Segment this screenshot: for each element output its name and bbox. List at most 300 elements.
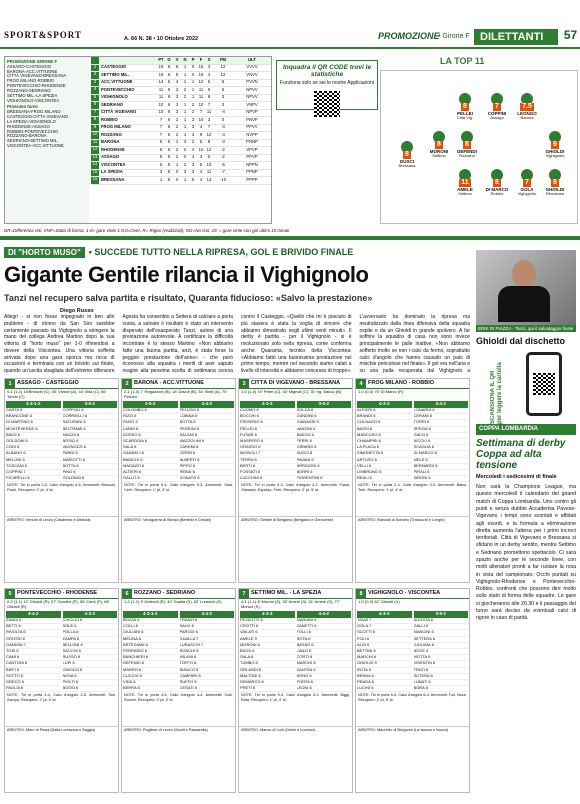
article-subhead: Tanzi nel recupero salva partita e risultato, Quaranta fiducioso: «Salvo la prestazione» [4,293,373,303]
standings-cell: 5 [221,86,225,92]
home-lineup [123,408,178,482]
player-name: MORONI [429,149,449,155]
match-summary: 2-2 (1-1) 12' Ghioldi (R), 27' Gandini (P), 55' Cami (P), 88' Ghioldi (R) [7,599,110,609]
standings-cell: 14 [91,162,99,169]
standings-cell: 10 [206,161,212,167]
standings-cell: VVVV [246,64,258,70]
lineup-player: DI MARTINO 6 [6,420,61,426]
pitch [380,70,578,224]
standings-cell: 7 [91,110,99,117]
qr-code-icon[interactable] [314,91,340,117]
lineup-player: VAGNOZZI 6 [63,445,118,451]
standings-cell: 3 [221,94,225,100]
lineup-player: CAREMI 6 [180,445,235,451]
player-vote: 7 [525,179,529,186]
lineup-player: CUCCHI 6 [123,674,178,680]
lineup-player: CHIAMPIRI 6 [357,439,412,445]
standings-cell: 2 [175,154,179,160]
player-team: Bressana [398,163,416,169]
lineup-player: GOLDINO 6 [63,476,118,482]
match-card [4,588,119,793]
standings-cell: VNVV [246,71,258,77]
lineup-player: BOCCHI 6 [240,414,295,420]
standings-cell: 6 [159,146,163,152]
standings-cell: -2 [221,154,225,160]
standings-cell: 8 [207,94,211,100]
match-referee: ARBITRO: Venuto di Lecco (Calabrese e Albriola) [5,516,118,523]
match-grid [4,378,472,796]
lineup-player: BORA 6 [414,686,469,692]
photo-caption: ERIK DI PIAZZA - Tanzi, qui il salvataggio finale [476,325,576,332]
lineup-player: GHIOLDI 9 [357,661,412,667]
lineup-player: MAZZOLINI 6 [180,439,235,445]
match-notes: NOTE: Tiri in porta 9-3, Calci d'angolo 6-2. Ammoniti: Biggi, Rota. Recupero: 1' pt, 4' st. [241,693,350,702]
lineup-player: PRETI 6 [240,686,295,692]
standings-cell: 6 [207,79,211,85]
lineup-player: VAILATI 6 [240,630,295,636]
away-module: 3-5-2 [414,611,469,618]
qr-code-icon[interactable] [533,373,555,395]
standings-cell: 12 [206,146,212,152]
newspaper-logo: SPORT&SPORT [4,30,82,40]
qr-title: Inquadra il QR CODE trovi le statistiche [282,64,372,79]
standings-cell: 0 [191,71,195,77]
standings-cell: PPVP [246,154,258,160]
standings-cell: 4 [191,146,195,152]
match-referee: ARBITRO: Manzo di Lodi (Gorini e Lucchini) [239,726,352,733]
next-match-line: VISCONTEA-ACC.VITTUONE [7,144,64,149]
standings-cell: 11 [206,169,212,175]
standings-cell: 11 [158,86,164,92]
home-module: 4-3-3 [240,401,295,408]
lineup-player: BOTTA 6 [180,420,235,426]
standings-header-cell: V [175,56,179,62]
lineup-player: MASPERO 6 [240,439,295,445]
lineup-player: DEMARCO 6 [240,680,295,686]
standings-cell: 5 [199,161,203,167]
standings-cell: RHODENSE [101,146,125,152]
standings-cell: 6 [167,146,171,152]
lineup-player: FIORENTINI 6 [297,476,352,482]
lineup-player: GANDINI 6 [297,414,352,420]
next-match-line: ROZZANO-BARONA [7,134,47,139]
header-divider [0,47,580,49]
lineup-player: MARCHI 6 [357,655,412,661]
home-lineup [6,618,61,692]
standings-cell: 3 [221,101,225,107]
match-modules [356,401,469,408]
result-line: FROG MILANO-ROBBIO [7,79,54,84]
lineup-player: TOFFO 6 [180,661,235,667]
lineup-player: TOSCANI 6 [6,464,61,470]
standings-cell: 3 [191,131,195,137]
lineup-player: BRANCONE 6 [6,414,61,420]
table-row [91,65,271,73]
standings-cell: 6 [167,86,171,92]
standings-cell: 6 [167,154,171,160]
standings-cell: 1 [183,71,187,77]
lineup-player: PEDRINI 6 [180,427,235,433]
lineup-player: CORTI 6 [297,655,352,661]
player-vote: 8 [405,151,409,158]
standings-cell: 6 [167,94,171,100]
match-modules [239,611,352,618]
standings-cell: 3 [175,101,179,107]
away-lineup [414,408,469,482]
lineup-player: BAKOU 6 [297,433,352,439]
standings-cell: 1 [175,139,179,145]
standings-cell: 13 [91,155,99,162]
standings-cell: 2 [183,86,187,92]
article-body: Allegri - si non fosse impegnato in ben altri problemi - di ritorno da San Siro sarebbe certamente passato da Vighignolo a stringere la mano del collega Andrea Martino dopo la sua vittoria di "horto muso" per 1-0 rifinendosi a dovere della Viscontea. Una vittoria sofferta arrivata dopo una gara sporca ma ricca di occasioni e terminata con un brivido sul finale, quando un'uscita sbagliata dell'estremo difensore Agosta ha consentito a Settera di calciare a porta vuota, a salvare il risultato è stato un intervento disperato dell'esasperato Tanzi, autore di una prestazione autorevole. A certificare la difficoltà incontrate è lo stesso Martino: «Non abbiamo fatto una buona partita, anzi, è stata forse la peggior prestazione dell'anno» - che però riconosce alla squadra i meriti di aver saputo reagire alla pessima scelta di settimana scorsa contro il Casteggio. «Quello che mi è piaciuto di più stasera è stata la voglia di vincere che abbiamo dimostrato negli ultimi venti minuti». Il derby è partita - per il Vighignolo - si è rivoluzionato solo nella ripresa, come conferma anche Quaranta, tecnico della Viscontea: «Abbiamo fatto una buonissima prestazione nel primo tempo, mentre nel secondo siamo calati a livello di intensità e abbiamo concesso di troppo». L'avversario ha dominato la ripresa ma neutralizzato dalla linea difensiva della squadra ospite e da un Ghioldi in grande spolvero. A far soffrire la squadra di casa non sono invece principalmente le palle inattive. «Non abbiamo sofferto molto se non i calci da fermo, soprattutto calci d'angolo che hanno causato un paio di mischie pericolose nel finale». Il gol era nell'aria e su una palla recuperata dal Vighignolo a [4,314,470,374]
match-summary: 1-2 (1-1) 9' Defendi (R), 40' Gualla (S), 82' Luraschi (S) [124,599,222,604]
player-team: Settimo [432,153,446,159]
sidebar-article [476,424,576,798]
standings-cell: 1 [183,79,187,85]
lineup-player: ARTEGIANI 6 [123,643,178,649]
lineup-player: FICARELLI 6 [6,476,61,482]
standings-cell: 3 [175,86,179,92]
standings-cell: 12 [220,71,226,77]
ghioldi-qr-panel [486,352,574,422]
article-photo [476,250,576,332]
section-title: PROMOZIONE [378,31,440,41]
match-number: 6 [122,589,132,599]
lineup-player: MANCUSO 6 [357,433,412,439]
standings-cell: 19 [158,64,164,70]
home-lineup [6,408,61,482]
table-row [91,110,271,118]
next-match-line: SEDRIANO-SETTIMO MIL. [7,139,59,144]
lineup-player: RONCHI 6 [180,649,235,655]
away-lineup [180,408,235,482]
standings-cell: NVPP [246,131,258,137]
lineups [239,618,352,692]
lineup-player: ARRIGONI 6 [297,464,352,470]
standings-cell: 1 [191,79,195,85]
match-header [122,589,235,599]
result-line: SETTIMO MIL.-LA SPEZIA [7,93,58,98]
lineup-player: BOTTA 6 [63,464,118,470]
standings-cell: 3 [183,169,187,175]
lineup-player: GRASSO 6 [240,445,295,451]
lineup-player: ALBANO 6 [6,451,61,457]
standings-cell: 2 [175,124,179,130]
result-line: CITTÀ VIGEVANO-BRESSANA [7,74,67,79]
home-lineup [240,618,295,692]
away-module: 4-4-2 [414,401,469,408]
standings-cell: PPVV [246,124,258,130]
lineup-player: ORLANDI 6 [240,668,295,674]
next-match-line: LA SPEZIA-VIGHIGNOLO [7,119,56,124]
standings-cell: 7 [207,124,211,130]
next-round-title: Prossimo turno [7,105,38,110]
standings-cell: 2 [175,116,179,122]
standings-cell: 6 [167,64,171,70]
lineup-player: MARRO 6 [123,668,178,674]
standings-cell: NPPN [246,161,258,167]
lineup-player: GIULIANI 6 [414,643,469,649]
player-name: COPPINI [487,111,507,117]
lineup-player: ALBERTI 6 [180,458,235,464]
player-team: Barona [520,115,534,121]
table-row [91,125,271,133]
lineup-player: BIFFI 6 [6,668,61,674]
standings-cell: 11 [206,109,212,115]
lineup-player: LANZI 6 [297,649,352,655]
phone-icon [526,352,562,416]
standings-cell: 6 [167,79,171,85]
standings-cell: 4 [199,169,203,175]
match-referee: ARBITRO: Vinciguerra di Monza (Bertello e Ceriani) [122,516,235,523]
lineup-player: BETTINI 6 [357,649,412,655]
result-line: BARONA-ACC.VITTUONE [7,69,58,74]
match-card [238,588,353,793]
lineup-player: RUFFO 6 [180,680,235,686]
standings-cell: PNVP [246,116,258,122]
lineup-player: TERRA 6 [240,458,295,464]
top11-player [531,169,579,197]
standings-cell: 4 [199,176,203,182]
player-team: Settimo [458,191,472,197]
lineup-player: FUSAR 6 [240,433,295,439]
lineup-player: MONTEVERDE 6 [6,427,61,433]
match-number: 8 [356,589,366,599]
lineup-player: SALA 6 [123,445,178,451]
player-vote: 7 [495,103,499,110]
standings-cell: 1 [183,64,187,70]
lineup-player: PELUSO 6 [180,408,235,414]
standings-cell: 2 [91,72,99,79]
standings-header-cell: F [199,56,203,62]
lineup-player: SCARDOIA 6 [123,439,178,445]
standings-cell: 6 [207,86,211,92]
player-vote: 9 [553,141,557,148]
lineup-player: PIRALI 6 [414,470,469,476]
match-summary: 2-1 (1-0) 7' Regazzoni (B), 18' Davoli (B), 34' Stelli (A), 70' Ferraro [124,389,228,399]
standings-cell: VISCONTEA [101,161,126,167]
lineup-player: SATURANI 6 [63,420,118,426]
standings-cell: 1 [183,131,187,137]
standings-cell: 6 [167,71,171,77]
standings-cell: 16 [158,71,164,77]
standings-cell: 6 [167,161,171,167]
result-line: VIGHIGNOLO-VISCONTEA [7,98,60,103]
standings-cell: 4 [91,87,99,94]
standings-cell: 2 [175,131,179,137]
standings-cell: 3 [191,124,195,130]
standings-cell: 2 [191,101,195,107]
lineups [356,618,469,692]
lineup-player: MILANI 6 [180,655,235,661]
standings-cell: 0 [191,64,195,70]
standings-cell: 6 [167,101,171,107]
lineup-player: CODI 6 [6,445,61,451]
lineup-player: TORRI 6 [414,420,469,426]
match-modules [5,401,118,408]
result-line: PONTEVECCHIO-RHODENSE [7,84,66,89]
standings-cell: 0 [175,176,179,182]
home-lineup [240,408,295,482]
section-subtitle: • Girone F [438,33,470,40]
away-lineup [180,618,235,692]
player-name: GOLA [520,187,534,193]
standings-cell: 7 [159,116,163,122]
sidebar-subhead: Mercoledì i sedicesimi di finale [476,473,557,480]
table-row [91,140,271,148]
lineup-player: SCOTTI 6 [357,630,412,636]
lineup-player: LEONI 6 [297,686,352,692]
player-vote: 11 [461,179,469,186]
lineup-player: SIRONI 6 [414,476,469,482]
standings-cell: 5 [175,71,179,77]
lineup-player: COPPOLI 6 [63,408,118,414]
standings-box [4,56,272,224]
standings-cell: PPPP [246,176,258,182]
match-referee: ARBITRO: Mauriello di Bergamo (La Iacono e Nuovo) [356,726,469,733]
match-notes: NOTE: Tiri in porta 5-3, Calci d'angolo 4-2. Ammoniti: Fusar, Gianassi. Espulso: Ferri. Recupero: 2' pt, 5' st. [241,483,350,492]
lineup-player: SANTINI 6 [297,668,352,674]
standings-cell: CASTEGGIO [101,64,127,70]
lineup-player: CROTTI 6 [240,624,295,630]
lineup-player: BENNA 6 [357,674,412,680]
match-notes: NOTE: Tiri in porta 4-4, Calci d'angolo 2-5. Ammoniti: Tosi, Zampa. Recupero: 2' pt, 5' st. [7,693,116,702]
lineup-player: GIULIANI 6 [123,630,178,636]
standings-cell: 1 [91,65,99,72]
lineup-player: BASSO 6 [297,643,352,649]
lineup-player: SUTERA 6 [414,674,469,680]
lineup-player: MELONI 6 [6,458,61,464]
lineup-player: MIGNOLI 7 [240,451,295,457]
player-name: AMELE [457,187,473,193]
match-card [355,378,470,583]
lineup-player: DONATO 6 [180,476,235,482]
lineup-player: MORONI 8 [240,643,295,649]
lineup-player: BIAGI 6 [6,433,61,439]
lineup-player: REALI 6 [357,476,412,482]
lineup-player: MARCHI 6 [297,661,352,667]
lineup-player: GIRARDI 6 [297,445,352,451]
lineups [239,408,352,482]
standings-cell: 3 [191,116,195,122]
standings-cell: 5 [199,139,203,145]
standings-cell: 12 [91,147,99,154]
article-kicker [4,247,470,260]
standings-cell: 6 [167,116,171,122]
player-name: DEFENDI [457,149,477,155]
next-match-line: RHODENSE-ASSAGO [7,124,50,129]
standings-cell: BRESSANA [101,176,125,182]
standings-cell: NPVV [246,94,258,100]
standings-results [5,57,89,223]
standings-cell: ROZZANO [101,131,122,137]
home-module: 4-4-2 [6,611,61,618]
standings-table [91,57,271,223]
standings-cell: FROG MILANO [101,124,131,130]
kicker-box: DI "HORTO MUSO" [4,247,85,258]
lineup-player: GRECO 6 [6,680,61,686]
table-row [91,80,271,88]
standings-cell: 10 [198,146,204,152]
lineup-player: CORRIELLI 6 [63,414,118,420]
lineup-player: ZANDI 6 [6,618,61,624]
lineup-player: GANDINI 7 [6,643,61,649]
standings-cell: 10 [91,132,99,139]
standings-cell: 7 [159,131,163,137]
sidebar-kicker: COPPA LOMBARDIA [476,424,576,435]
lineup-player: PIPPO 6 [180,464,235,470]
table-row [91,170,271,178]
lineup-player: NOCE 6 [414,649,469,655]
standings-cell: VIGHIGNOLO [101,94,128,100]
match-referee: ARBITRO: Rainoldi di Sondrio (Trabucchi e Longhi) [356,516,469,523]
standings-cell: 6 [159,139,163,145]
lineup-player: POLLA 6 [63,630,118,636]
lineup-player: GIANASSI 6 [297,420,352,426]
lineup-player: LANDI 6 [123,427,178,433]
standings-cell: 15 [198,64,204,70]
lineup-player: BOZZA 6 [123,618,178,624]
lineup-player: CUOMO 6 [240,408,295,414]
player-vote: 8 [553,179,557,186]
player-team: Assago [490,115,504,121]
match-number: 3 [239,379,249,389]
match-card [238,378,353,583]
lineup-player: SALANI 6 [180,433,235,439]
standings-cell: 6 [167,109,171,115]
match-modules [239,401,352,408]
player-team: Rhodense [545,191,565,197]
lineup-player: COLOMBO 6 [123,408,178,414]
lineup-player: ZAMPA 6 [63,637,118,643]
lineup-player: ZANETTI 6 [297,624,352,630]
match-header [5,379,118,389]
lineups [356,408,469,482]
top11-player [531,131,579,159]
lineup-player: LURASCHI 7 [180,643,235,649]
lineup-player: BRANDI 6 [357,414,412,420]
away-lineup [414,618,469,692]
lineup-player: AGOSTA 6 [414,618,469,624]
table-row [91,177,271,185]
standings-cell: 1 [159,176,163,182]
standings-cell: 6 [175,64,179,70]
match-referee: ARBITRO: Moro di Pavia (Dalla Lorenzina e Saggio) [5,726,118,733]
standings-cell: -5 [221,161,225,167]
lineup-player: VIDA 6 [123,680,178,686]
standings-cell: 1 [183,109,187,115]
article-byline: Diego Russo [60,308,94,314]
standings-cell: 8 [91,117,99,124]
lineup-player: ALDI 6 [357,643,412,649]
standings-cell: PPNP [246,169,258,175]
lineup-player: BELTRAMI 6 [63,427,118,433]
lineup-player: MARIANI 6 [297,618,352,624]
standings-cell: -10 [219,176,227,182]
standings-cell: 0 [175,169,179,175]
lineup-player: MELE 6 [414,458,469,464]
standings-cell: 0 [221,116,225,122]
lineup-player: SCAGLIA 6 [414,445,469,451]
sidebar-headline: Settimana di derby Coppa ad alta tensione [476,437,566,471]
lineup-player: CAMI 6 [6,655,61,661]
lineup-player: DI MARCO 8 [414,451,469,457]
lineup-player: RUSSO 6 [63,655,118,661]
standings-cell: 5 [159,161,163,167]
standings-cell: 14 [206,176,212,182]
sidebar-body: Non sarà la Champions League, ma questo mercoledì il calendario del girand match di Coppa Lombardia. Uno contro gli punti e senza dubbio Accademia Pavese-Vigevano i tempi sono scontati e affidati agli esordi, e la formula a eliminazione diretta aumenta l'attesa per i primi incroci territoriali. Città di Vigevano e Bressana si sfidano in un derby sentito, mentre Settimo e Sedriano promettono spettacolo. Ci sarà spazio anche per le seconde linee, con molti allenatori pronti a far ruotare la rosa in vista del campionato. Occhi puntati su Vighignolo-Rhodense e Pontevecchio-Robbio, confronti che possono dire molto sullo stato di forma delle squadre. Le gare si giocheranno alle 20.30 e il passaggio del turno sarà deciso da eventuali calci di rigore in caso di parità. [476,484,576,622]
standings-cell: 2 [183,94,187,100]
